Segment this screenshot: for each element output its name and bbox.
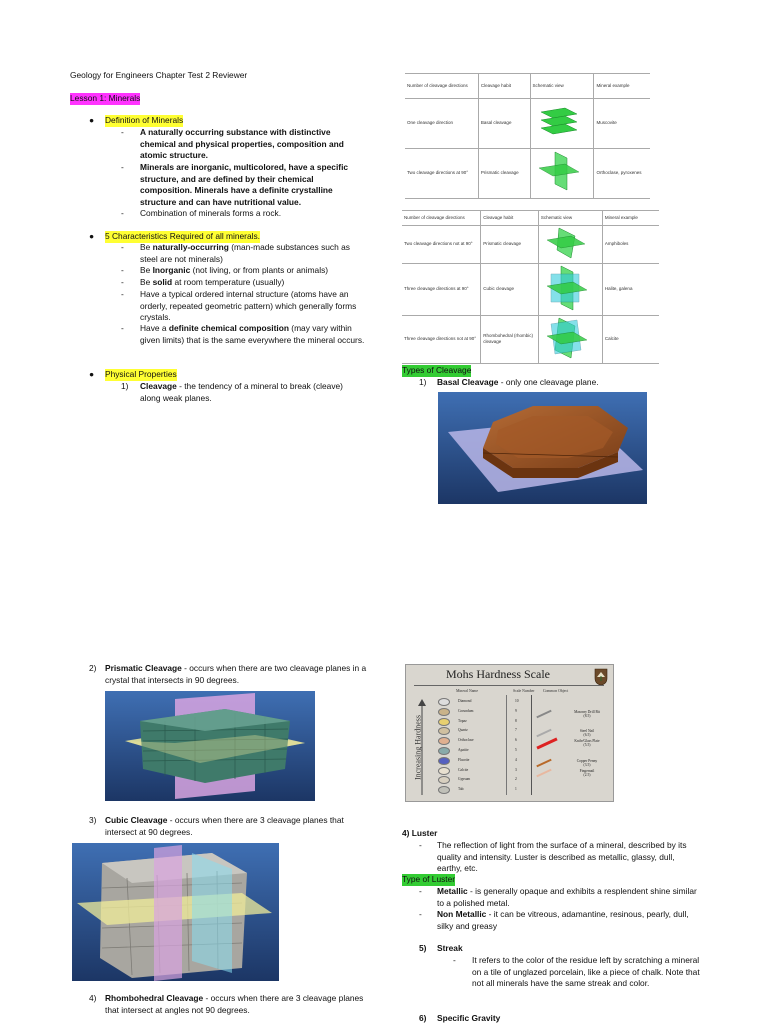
table-header: Number of cleavage directions xyxy=(405,74,478,98)
table-header: Cleavage habit xyxy=(478,74,530,98)
mineral-sample-icon xyxy=(438,767,450,775)
characteristics-heading: 5 Characteristics Required of all minerals. xyxy=(105,231,260,241)
bullet-dot: ● xyxy=(89,115,95,125)
table-row: One cleavage direction Basal cleavage Muscovite xyxy=(405,98,650,148)
common-object-label: Knife/Glass Plate (5.5) xyxy=(574,739,600,748)
basal-schematic-icon xyxy=(530,98,594,148)
table-row: Three cleavage directions not at 90° Rhombohedral (rhombic) cleavage Calcite xyxy=(402,315,659,363)
mohs-scale-number: 5 xyxy=(515,748,517,752)
cleavage-number: 1) xyxy=(121,381,129,391)
physical-properties-heading: Physical Properties xyxy=(105,369,177,379)
prismatic-number: 2) xyxy=(89,663,97,673)
cubic-cleavage-text: Cubic Cleavage - occurs when there are 3 cleavage planes that intersect at 90 degrees. xyxy=(105,815,344,837)
streak-heading: Streak xyxy=(437,943,463,953)
mohs-mineral-name: Fluorite xyxy=(458,757,470,762)
steel-nail-icon xyxy=(536,729,551,738)
common-object-label: Fingernail (2.5) xyxy=(579,768,595,777)
characteristic-item-1: Be naturally-occurring (man-made substances such as steel are not minerals) xyxy=(140,242,350,264)
mineral-sample-icon xyxy=(438,747,450,755)
cubic-cleavage-image xyxy=(72,843,279,981)
characteristic-item-3: Be solid at room temperature (usually) xyxy=(140,277,285,287)
specific-gravity-number: 6) xyxy=(419,1013,427,1023)
mohs-scale-number: 7 xyxy=(515,728,517,733)
mohs-mineral-name: Topaz xyxy=(458,718,467,723)
mineral-sample-icon xyxy=(438,776,450,784)
drill-bit-icon xyxy=(536,709,551,718)
bullet-dot: ● xyxy=(89,369,95,379)
mohs-scale-number: 3 xyxy=(515,767,517,772)
mineral-sample-icon xyxy=(438,727,450,735)
table-row: Two cleavage directions not at 90° Prismatic cleavage Amphiboles xyxy=(402,225,659,263)
mohs-col-header: Common Object xyxy=(543,689,569,693)
mineral-sample-icon xyxy=(438,708,450,716)
mineral-sample-icon xyxy=(438,737,450,745)
cubic-number: 3) xyxy=(89,815,97,825)
streak-number: 5) xyxy=(419,943,427,953)
dash: - xyxy=(121,242,124,252)
metallic-luster-text: Metallic - is generally opaque and exhibits a resplendent shine similar to a polished metal. xyxy=(437,886,697,908)
mineral-sample-icon xyxy=(438,718,450,726)
hardness-arrow-icon xyxy=(418,699,426,801)
dash: - xyxy=(121,289,124,299)
glass-plate-icon xyxy=(536,738,557,750)
table-header: Mineral example xyxy=(602,211,659,225)
mohs-mineral-name: Orthoclase xyxy=(458,738,474,743)
common-object-label: Steel Nail (6.5) xyxy=(579,729,595,738)
characteristic-item-2: Be Inorganic (not living, or from plants or animals) xyxy=(140,265,329,275)
dash: - xyxy=(453,955,456,965)
cleavage-table-2 xyxy=(402,210,659,366)
mohs-title: Mohs Hardness Scale xyxy=(446,667,550,681)
rhombohedral-number: 4) xyxy=(89,993,97,1003)
prismatic-oblique-schematic-icon xyxy=(538,225,602,263)
table-header: Schematic view xyxy=(538,211,602,225)
luster-heading: 4) Luster xyxy=(402,828,438,838)
nonmetallic-luster-text: Non Metallic - it can be vitreous, adamantine, resinous, pearly, dull, silky and greasy xyxy=(437,909,689,931)
fingernail-icon xyxy=(536,768,551,777)
document-title: Geology for Engineers Chapter Test 2 Reviewer xyxy=(70,70,248,80)
mineral-sample-icon xyxy=(438,698,450,706)
mohs-mineral-name: Apatite xyxy=(458,748,469,752)
mohs-scale-number: 9 xyxy=(515,708,517,713)
table-header: Schematic view xyxy=(530,74,594,98)
mohs-mineral-name: Talc xyxy=(458,787,465,792)
mohs-mineral-name: Corundum xyxy=(458,708,474,713)
bullet-dot: ● xyxy=(89,231,95,241)
basal-cleavage-text: Basal Cleavage - only one cleavage plane. xyxy=(437,377,599,387)
dash: - xyxy=(121,127,124,137)
cleavage-table-1 xyxy=(405,73,650,199)
mohs-mineral-name: Gypsum xyxy=(458,777,471,782)
basal-number: 1) xyxy=(419,377,427,387)
mohs-mineral-name: Quartz xyxy=(458,728,468,733)
luster-description: The reflection of light from the surface of a mineral, described by its quality and intensity. Luster is described as metallic, glassy, dull, earthy, etc. xyxy=(437,840,687,873)
streak-description: It refers to the color of the residue left by scratching a mineral on a tile of unglazed porcelain, like a piece of chalk. Note that not all minerals have the same streak and color. xyxy=(472,955,700,988)
lesson-heading: Lesson 1: Minerals xyxy=(70,93,141,103)
common-object-label: Copper Penny (3.5) xyxy=(576,758,598,767)
rhombohedral-cleavage-text: Rhombohedral Cleavage - occurs when there are 3 cleavage planes that intersect at angles not 90 degrees. xyxy=(105,993,364,1015)
dash: - xyxy=(121,323,124,333)
type-of-luster-heading: Type of Luster xyxy=(402,874,456,884)
copper-penny-icon xyxy=(536,758,551,767)
rhombohedral-schematic-icon xyxy=(538,315,602,363)
definition-item-2: Minerals are inorganic, multicolored, have a specific structure, and are defined by their chemical composition. Minerals have a definite crystalline structure and can have nutritional value. xyxy=(140,162,349,207)
mohs-scale-number: 1 xyxy=(515,787,517,792)
mohs-col-header: Mineral Name xyxy=(456,689,479,693)
table-header: Mineral example xyxy=(594,74,650,98)
mohs-scale-number: 2 xyxy=(515,777,517,782)
table-header: Cleavage habit xyxy=(481,211,539,225)
mohs-scale-number: 10 xyxy=(515,699,519,703)
specific-gravity-heading: Specific Gravity xyxy=(437,1013,501,1023)
basal-cleavage-image xyxy=(438,392,647,504)
mohs-col-header: Scale Number xyxy=(513,689,535,693)
dash: - xyxy=(419,886,422,896)
mohs-mineral-name: Diamond xyxy=(458,699,472,703)
cleavage-definition: Cleavage - the tendency of a mineral to break (cleave) along weak planes. xyxy=(140,381,343,403)
mineral-sample-icon xyxy=(438,757,450,765)
dash: - xyxy=(419,840,422,850)
cubic-schematic-icon xyxy=(538,263,602,315)
mohs-axis-label: Increasing Hardness xyxy=(413,714,423,781)
dash: - xyxy=(121,162,124,172)
mohs-scale-number: 4 xyxy=(515,757,517,762)
mohs-scale-number: 6 xyxy=(515,738,517,743)
dash: - xyxy=(419,909,422,919)
definition-item-1: A naturally occurring substance with distinctive chemical and physical properties, composition and atomic structure. xyxy=(140,127,344,160)
mohs-hardness-scale-image xyxy=(405,664,614,802)
mineral-sample-icon xyxy=(438,786,450,794)
table-row: Three cleavage directions at 90° Cubic cleavage Halite, galena xyxy=(402,263,659,315)
common-object-label: Masonry Drill Bit (8.5) xyxy=(574,709,600,718)
dash: - xyxy=(121,265,124,275)
definition-item-3: Combination of minerals forms a rock. xyxy=(140,208,282,218)
nps-logo-icon xyxy=(594,668,608,690)
table-header: Number of cleavage directions xyxy=(402,211,481,225)
table-row: Two cleavage directions at 90° Prismatic cleavage Orthoclase, pyroxenes xyxy=(405,148,650,198)
prismatic-schematic-icon xyxy=(530,148,594,198)
prismatic-cleavage-image xyxy=(105,691,315,801)
characteristic-item-4: Have a typical ordered internal structure (atoms have an orderly, repeated geometric pattern) which generally forms crystals. xyxy=(140,289,357,322)
dash: - xyxy=(121,277,124,287)
definition-heading: Definition of Minerals xyxy=(105,115,184,125)
dash: - xyxy=(121,208,124,218)
prismatic-cleavage-text: Prismatic Cleavage - occurs when there are two cleavage planes in a crystal that intersects in 90 degrees. xyxy=(105,663,367,685)
mohs-mineral-name: Calcite xyxy=(458,767,469,772)
characteristic-item-5: Have a definite chemical composition (may vary within given limits) that is the same everywhere the mineral occurs. xyxy=(140,323,365,345)
mohs-scale-number: 8 xyxy=(515,718,517,723)
types-of-cleavage-heading: Types of Cleavage xyxy=(402,365,472,375)
